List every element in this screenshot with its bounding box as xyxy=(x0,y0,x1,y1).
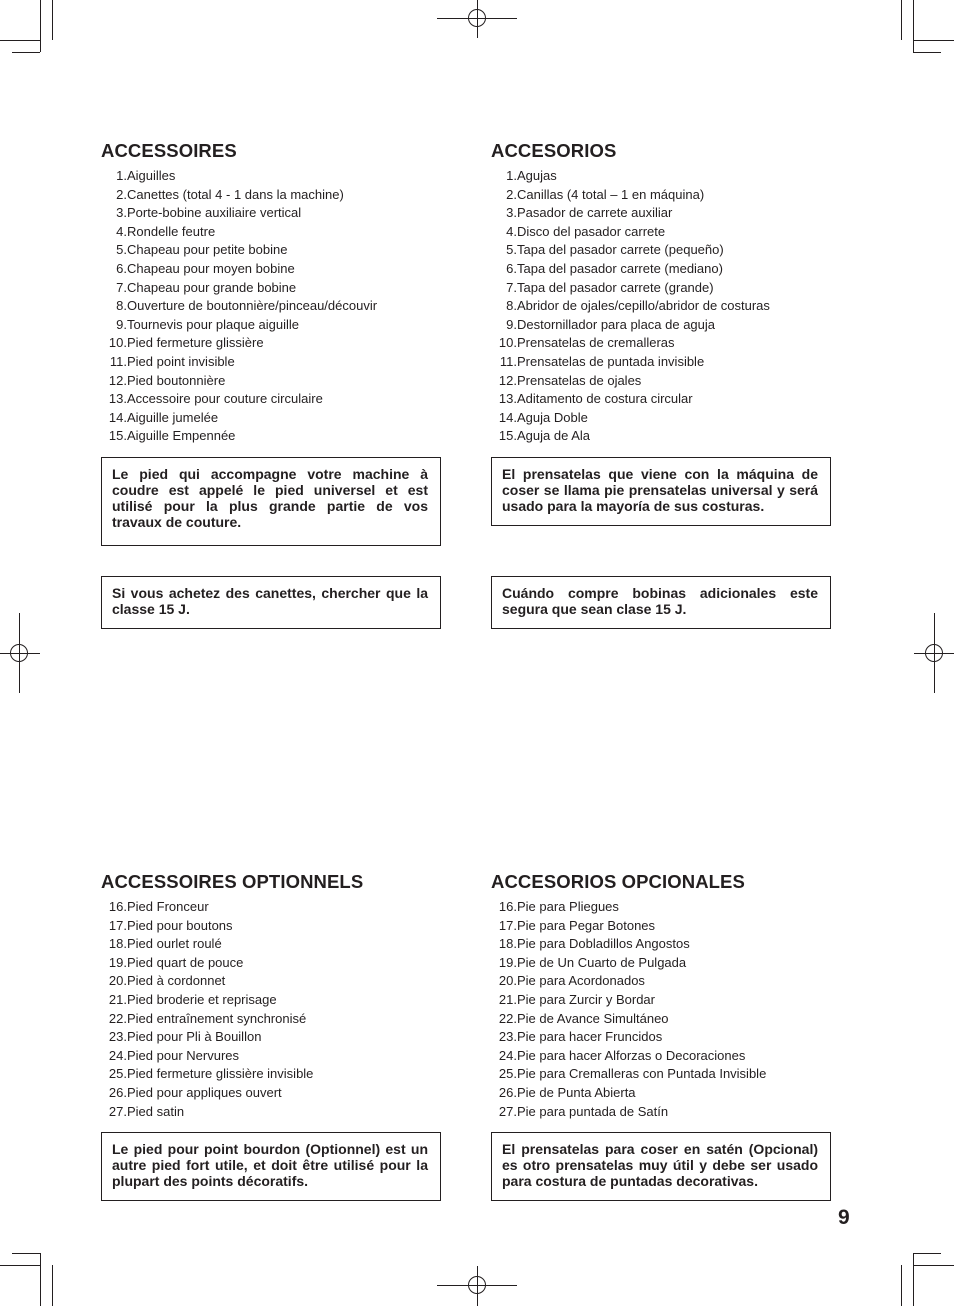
item-text: Aiguilles xyxy=(127,168,176,183)
list-item xyxy=(101,241,441,260)
list-item xyxy=(101,898,441,917)
list-item xyxy=(101,1047,441,1066)
item-text: Pied entraînement synchronisé xyxy=(127,1010,307,1026)
item-text: Pied Fronceur xyxy=(127,899,209,914)
list-item xyxy=(101,297,441,316)
list-item xyxy=(491,297,831,316)
list-item xyxy=(491,1047,831,1066)
item-number: 12. xyxy=(108,372,127,388)
item-number: 17. xyxy=(108,917,127,933)
list-item xyxy=(491,898,831,917)
item-text: Pied broderie et reprisage xyxy=(127,991,277,1007)
item-text: Pied fermeture glissière xyxy=(127,335,264,351)
item-number: 16. xyxy=(108,899,127,914)
item-number: 10. xyxy=(108,335,127,351)
section-heading: ACCESORIOS xyxy=(491,140,617,161)
item-number: 17. xyxy=(498,917,517,933)
list-item xyxy=(491,954,831,973)
list-item xyxy=(101,316,441,335)
item-number: 23. xyxy=(498,1029,517,1045)
item-number: 8. xyxy=(506,298,517,314)
item-number: 4. xyxy=(116,223,127,239)
item-text: Aguja Doble xyxy=(517,409,588,425)
item-text: Pied boutonnière xyxy=(127,372,226,388)
list-item xyxy=(101,1084,441,1103)
item-number: 21. xyxy=(498,991,517,1007)
item-text: Pie para Acordonados xyxy=(517,973,645,989)
item-text: Pie para Pegar Botones xyxy=(517,917,656,933)
list-item xyxy=(101,390,441,409)
item-number: 13. xyxy=(108,391,127,407)
item-text: Pied satin xyxy=(127,1103,185,1119)
item-text: Pied quart de pouce xyxy=(127,954,244,970)
item-number: 23. xyxy=(108,1029,127,1045)
item-text: Pasador de carrete auxiliar xyxy=(517,205,673,221)
list-item xyxy=(491,409,831,428)
universal-foot-note-es: El prensatelas que viene con la máquina de coser se llama pie prensatelas universal y será usado para la mayoría de sus costuras. xyxy=(491,457,831,526)
item-number: 25. xyxy=(108,1066,127,1082)
list-item xyxy=(101,1028,441,1047)
item-number: 19. xyxy=(108,954,127,970)
list-item xyxy=(101,186,441,205)
item-number: 9. xyxy=(116,316,127,332)
item-number: 14. xyxy=(108,409,127,425)
item-text: Tapa del pasador carrete (grande) xyxy=(517,279,714,295)
bobbin-class-note-fr: Si vous achetez des canettes, chercher que la classe 15 J. xyxy=(101,576,441,629)
item-number: 9. xyxy=(506,316,517,332)
item-number: 3. xyxy=(506,205,517,221)
item-text: Chapeau pour moyen bobine xyxy=(127,260,295,276)
item-text: Tapa del pasador carrete (pequeño) xyxy=(517,242,724,258)
french-optional-section xyxy=(101,871,441,1121)
item-number: 14. xyxy=(498,409,517,425)
item-number: 11. xyxy=(499,353,517,369)
item-number: 10. xyxy=(498,335,517,351)
item-number: 24. xyxy=(108,1047,127,1063)
item-text: Pie para hacer Fruncidos xyxy=(517,1029,663,1045)
item-text: Pie para Cremalleras con Puntada Invisible xyxy=(517,1066,767,1082)
list-item xyxy=(101,1065,441,1084)
list-item xyxy=(491,316,831,335)
item-text: Pied pour boutons xyxy=(127,917,233,933)
item-number: 22. xyxy=(498,1010,517,1026)
item-text: Chapeau pour petite bobine xyxy=(127,242,288,258)
list-item xyxy=(101,1103,441,1122)
item-number: 22. xyxy=(108,1010,127,1026)
list-item xyxy=(491,279,831,298)
list-item xyxy=(101,372,441,391)
item-text: Destornillador para placa de aguja xyxy=(517,316,716,332)
list-item xyxy=(491,186,831,205)
list-item xyxy=(101,954,441,973)
optional-list xyxy=(101,898,441,1121)
list-item xyxy=(491,935,831,954)
list-item xyxy=(101,935,441,954)
french-accessories-section xyxy=(101,140,441,446)
list-item xyxy=(101,917,441,936)
bobbin-class-note-es: Cuándo compre bobinas adicionales este segura que sean clase 15 J. xyxy=(491,576,831,629)
list-item xyxy=(101,409,441,428)
item-number: 20. xyxy=(108,973,127,989)
item-text: Abridor de ojales/cepillo/abridor de costuras xyxy=(517,298,770,314)
item-number: 7. xyxy=(506,279,517,295)
item-number: 12. xyxy=(498,372,517,388)
item-number: 1. xyxy=(116,168,127,183)
list-item xyxy=(101,279,441,298)
item-number: 27. xyxy=(108,1103,127,1119)
list-item xyxy=(491,917,831,936)
list-item xyxy=(101,427,441,446)
list-item xyxy=(491,241,831,260)
item-text: Tapa del pasador carrete (mediano) xyxy=(517,260,723,276)
item-number: 20. xyxy=(498,973,517,989)
item-number: 5. xyxy=(506,242,517,258)
item-text: Pie para Zurcir y Bordar xyxy=(517,991,655,1007)
item-number: 7. xyxy=(116,279,127,295)
item-number: 15. xyxy=(108,428,127,444)
spanish-accessories-section xyxy=(491,140,831,446)
item-number: 6. xyxy=(116,260,127,276)
item-text: Aguja de Ala xyxy=(517,428,591,444)
item-text: Pied fermeture glissière invisible xyxy=(127,1066,314,1082)
item-number: 26. xyxy=(108,1084,127,1100)
list-item xyxy=(101,972,441,991)
item-text: Chapeau pour grande bobine xyxy=(127,279,297,295)
section-heading: ACCESSOIRES xyxy=(101,140,237,161)
item-number: 26. xyxy=(498,1084,517,1100)
list-item xyxy=(491,334,831,353)
list-item xyxy=(101,334,441,353)
item-text: Agujas xyxy=(517,168,557,183)
item-number: 16. xyxy=(498,899,517,914)
item-text: Porte-bobine auxiliaire vertical xyxy=(127,205,302,221)
section-heading: ACCESORIOS OPCIONALES xyxy=(491,871,745,892)
list-item xyxy=(491,1084,831,1103)
item-text: Pied point invisible xyxy=(127,353,235,369)
list-item xyxy=(101,353,441,372)
list-item xyxy=(491,427,831,446)
item-text: Prensatelas de ojales xyxy=(517,372,642,388)
list-item xyxy=(491,1065,831,1084)
list-item xyxy=(491,991,831,1010)
list-item xyxy=(101,260,441,279)
item-text: Pie de Avance Simultáneo xyxy=(517,1010,669,1026)
item-number: 8. xyxy=(116,298,127,314)
item-text: Pied à cordonnet xyxy=(127,973,226,989)
item-text: Prensatelas de puntada invisible xyxy=(517,353,705,369)
item-text: Prensatelas de cremalleras xyxy=(517,335,675,351)
item-text: Pie para Dobladillos Angostos xyxy=(517,936,690,952)
satin-foot-note-fr: Le pied pour point bourdon (Optionnel) est un autre pied fort utile, et doit être utilisé pour la plupart des points décoratifs. xyxy=(101,1132,441,1201)
optional-list xyxy=(491,898,831,1121)
item-text: Canettes (total 4 - 1 dans la machine) xyxy=(127,186,344,202)
item-text: Pied pour Pli à Bouillon xyxy=(127,1029,262,1045)
item-number: 4. xyxy=(506,223,517,239)
item-text: Pied ourlet roulé xyxy=(127,936,222,952)
item-number: 2. xyxy=(116,186,127,202)
list-item xyxy=(101,1010,441,1029)
item-number: 25. xyxy=(498,1066,517,1082)
item-text: Rondelle feutre xyxy=(127,223,216,239)
accessory-list xyxy=(491,167,831,446)
list-item xyxy=(491,372,831,391)
list-item xyxy=(101,204,441,223)
item-text: Aiguille jumelée xyxy=(127,409,219,425)
item-text: Pie para hacer Alforzas o Decoraciones xyxy=(517,1047,746,1063)
item-text: Disco del pasador carrete xyxy=(517,223,666,239)
item-number: 27. xyxy=(498,1103,517,1119)
list-item xyxy=(101,167,441,186)
item-text: Ouverture de boutonnière/pinceau/découvir xyxy=(127,298,378,314)
item-text: Pied pour Nervures xyxy=(127,1047,239,1063)
universal-foot-note-fr: Le pied qui accompagne votre machine à coudre est appelé le pied universel et est utilisé pour la plus grande partie de vos travaux de couture. xyxy=(101,457,441,546)
list-item xyxy=(491,204,831,223)
satin-foot-note-es: El prensatelas para coser en satén (Opcional) es otro prensatelas muy útil y debe ser usado para costura de puntadas decorativas. xyxy=(491,1132,831,1201)
list-item xyxy=(491,1028,831,1047)
item-number: 3. xyxy=(116,205,127,221)
item-number: 19. xyxy=(498,954,517,970)
item-text: Canillas (4 total – 1 en máquina) xyxy=(517,186,705,202)
list-item xyxy=(101,991,441,1010)
item-text: Aditamento de costura circular xyxy=(517,391,693,407)
list-item xyxy=(491,972,831,991)
list-item xyxy=(491,390,831,409)
list-item xyxy=(491,167,831,186)
item-number: 18. xyxy=(108,936,127,952)
item-number: 15. xyxy=(498,428,517,444)
list-item xyxy=(491,223,831,242)
list-item xyxy=(491,260,831,279)
item-number: 1. xyxy=(506,168,517,183)
accessory-list xyxy=(101,167,441,446)
item-number: 2. xyxy=(506,186,517,202)
spanish-optional-section xyxy=(491,871,831,1121)
item-text: Accessoire pour couture circulaire xyxy=(127,391,323,407)
item-text: Pie para puntada de Satín xyxy=(517,1103,669,1119)
item-number: 6. xyxy=(506,260,517,276)
item-number: 11. xyxy=(109,353,127,369)
item-text: Pie de Punta Abierta xyxy=(517,1084,636,1100)
item-text: Aiguille Empennée xyxy=(127,428,236,444)
item-number: 24. xyxy=(498,1047,517,1063)
item-text: Tournevis pour plaque aiguille xyxy=(127,316,300,332)
item-text: Pied pour appliques ouvert xyxy=(127,1084,282,1100)
item-number: 5. xyxy=(116,242,127,258)
section-heading: ACCESSOIRES OPTIONNELS xyxy=(101,871,364,892)
item-text: Pie para Pliegues xyxy=(517,899,619,914)
list-item xyxy=(491,1010,831,1029)
page-number: 9 xyxy=(838,1206,850,1229)
item-number: 21. xyxy=(108,991,127,1007)
item-number: 18. xyxy=(498,936,517,952)
list-item xyxy=(101,223,441,242)
list-item xyxy=(491,353,831,372)
item-number: 13. xyxy=(498,391,517,407)
list-item xyxy=(491,1103,831,1122)
item-text: Pie de Un Cuarto de Pulgada xyxy=(517,954,687,970)
